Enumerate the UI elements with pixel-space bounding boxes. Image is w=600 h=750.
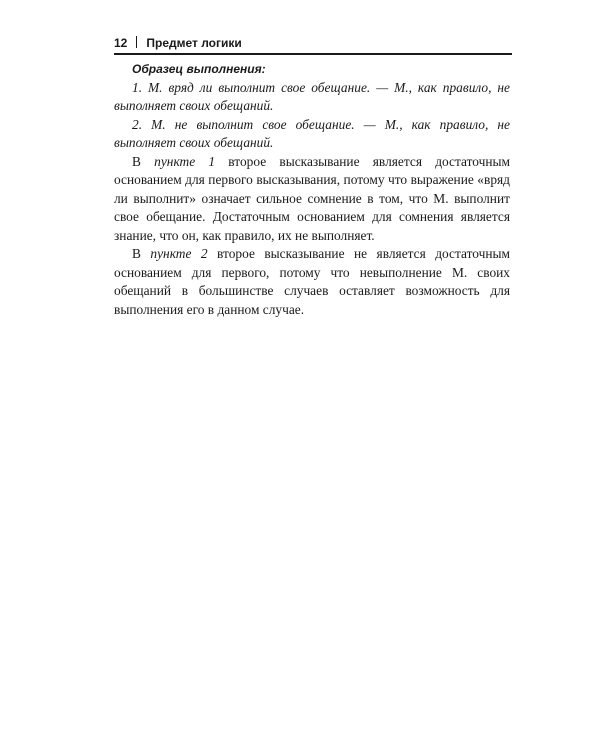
para2-prefix: В (132, 246, 151, 261)
para1-reference: пункте 1 (154, 153, 216, 169)
sample-heading-para (114, 60, 510, 79)
sample-item-2: 2. М. не выполнит свое обещание. — М., как правило, не выполняет своих обещаний. (114, 116, 510, 150)
header-rule (114, 53, 512, 55)
page-number: 12 (114, 36, 128, 50)
para2-text: второе высказывание не является достаточным основанием для первого, потому что невыполнение М. своих обещаний в большинстве случаев оставляет возможность для выполнения его в данном случае. (114, 246, 511, 317)
explanation-paragraph-1 (114, 153, 510, 246)
sample-heading: Образец выполнения: (132, 62, 266, 76)
sample-item-1: 1. М. вряд ли выполнит свое обещание. — М., как правило, не выполняет своих обещаний. (114, 79, 510, 113)
running-header (114, 34, 512, 52)
explanation-paragraph-2 (114, 245, 510, 319)
header-separator (136, 36, 137, 48)
para1-text: второе высказывание является достаточным основанием для первого высказывания, потому что выражение «вряд ли выполнит» означает сильное сомнение в том, что М. выполнит свое обещание. Достаточным основанием для сомнения является знание, что он, как правило, их не выполняет. (114, 153, 510, 243)
para2-reference: пункте 2 (150, 246, 208, 261)
page-body (114, 60, 510, 319)
para1-prefix: В (132, 153, 155, 169)
running-title: Предмет логики (146, 36, 242, 50)
